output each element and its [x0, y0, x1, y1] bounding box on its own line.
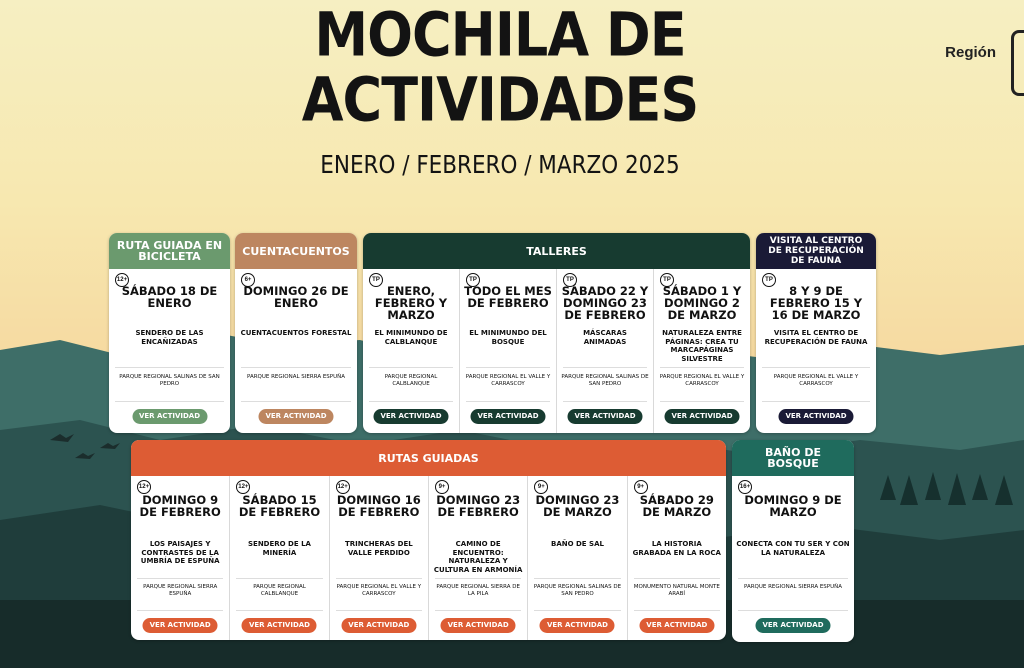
ver-actividad-button[interactable]: VER ACTIVIDAD: [242, 618, 317, 633]
activity-item: [363, 269, 459, 433]
activity-item: [653, 269, 750, 433]
activity-date: ENERO, FEBRERO Y MARZO: [374, 284, 448, 322]
divider: [738, 610, 848, 611]
activity-title: EL MINIMUNDO DEL BOSQUE: [469, 329, 547, 346]
title-line-2: ACTIVIDADES: [301, 64, 699, 136]
activity-title: CONECTA CON TU SER Y CON LA NATURALEZA: [736, 540, 850, 557]
divider: [236, 610, 322, 611]
activity-title: TRINCHERAS DEL VALLE PERDIDO: [344, 540, 413, 557]
activity-place: PARQUE REGIONAL EL VALLE Y CARRASCOY: [465, 374, 551, 387]
activity-date: DOMINGO 26 DE ENERO: [243, 284, 349, 310]
divider: [563, 367, 647, 368]
divider: [115, 367, 224, 368]
activity-date: DOMINGO 23 DE MARZO: [535, 493, 620, 519]
activity-date: DOMINGO 23 DE FEBRERO: [436, 493, 521, 519]
region-logo-icon: [1011, 30, 1024, 96]
age-badge-icon: 16+: [738, 480, 752, 494]
divider: [435, 610, 521, 611]
activity-item: [235, 269, 357, 433]
activity-place: PARQUE REGIONAL EL VALLE Y CARRASCOY: [773, 374, 859, 387]
divider: [137, 610, 223, 611]
age-badge-icon: 6+: [241, 273, 255, 287]
divider: [762, 401, 870, 402]
page-title: [0, 0, 1000, 136]
activity-date: DOMINGO 9 DE FEBRERO: [139, 493, 221, 519]
activity-date: SÁBADO 18 DE ENERO: [121, 284, 218, 310]
ver-actividad-button[interactable]: VER ACTIVIDAD: [374, 409, 449, 424]
ver-actividad-button[interactable]: VER ACTIVIDAD: [568, 409, 643, 424]
activity-place: PARQUE REGIONAL CALBLANQUE: [253, 584, 306, 597]
ver-actividad-button[interactable]: VER ACTIVIDAD: [132, 409, 207, 424]
age-badge-icon: 12+: [236, 480, 250, 494]
activity-title: CUENTACUENTOS FORESTAL: [240, 329, 352, 337]
ver-actividad-button[interactable]: VER ACTIVIDAD: [639, 618, 714, 633]
age-badge-icon: TP: [466, 273, 480, 287]
activity-title: NATURALEZA ENTRE PÁGINAS: CREA TU MARCAPÁGINAS SILVESTRE: [662, 329, 742, 363]
divider: [336, 610, 422, 611]
activity-item: [459, 269, 556, 433]
age-badge-icon: 9+: [534, 480, 548, 494]
divider: [236, 578, 322, 579]
divider: [241, 401, 351, 402]
ver-actividad-button[interactable]: VER ACTIVIDAD: [259, 409, 334, 424]
age-badge-icon: TP: [762, 273, 776, 287]
activity-place: PARQUE REGIONAL EL VALLE Y CARRASCOY: [659, 374, 745, 387]
ver-actividad-button[interactable]: VER ACTIVIDAD: [471, 409, 546, 424]
card-cuentacuentos: [235, 233, 357, 433]
divider: [369, 401, 453, 402]
activity-place: PARQUE REGIONAL SIERRA ESPUÑA: [246, 374, 346, 380]
divider: [762, 367, 870, 368]
age-badge-icon: 9+: [435, 480, 449, 494]
activity-title: VISITA EL CENTRO DE RECUPERACIÓN DE FAUNA: [764, 329, 868, 346]
activity-title: EL MINIMUNDO DE CALBLANQUE: [374, 329, 448, 346]
divider: [336, 578, 422, 579]
activity-date: DOMINGO 9 DE MARZO: [744, 493, 842, 519]
age-badge-icon: TP: [369, 273, 383, 287]
activity-title: SENDERO DE LA MINERÍA: [248, 540, 311, 557]
region-logo-text: Región: [945, 44, 996, 61]
ver-actividad-button[interactable]: VER ACTIVIDAD: [441, 618, 516, 633]
card-bici: [109, 233, 230, 433]
divider: [369, 367, 453, 368]
activity-title: SENDERO DE LAS ENCAÑIZADAS: [135, 329, 204, 346]
card-header: RUTAS GUIADAS: [131, 440, 726, 476]
activity-place: PARQUE REGIONAL SIERRA ESPUÑA: [743, 584, 843, 590]
age-badge-icon: 12+: [115, 273, 129, 287]
activity-item: [329, 476, 428, 640]
activity-place: PARQUE REGIONAL EL VALLE Y CARRASCOY: [336, 584, 422, 597]
activity-date: SÁBADO 29 DE MARZO: [639, 493, 714, 519]
activity-date: SÁBADO 15 DE FEBRERO: [238, 493, 321, 519]
card-fauna: [756, 233, 876, 433]
page-subtitle: ENERO / FEBRERO / MARZO 2025: [320, 150, 680, 179]
age-badge-icon: 9+: [634, 480, 648, 494]
card-bano-de-bosque: [732, 440, 854, 642]
ver-actividad-button[interactable]: VER ACTIVIDAD: [540, 618, 615, 633]
age-badge-icon: TP: [660, 273, 674, 287]
divider: [738, 578, 848, 579]
divider: [534, 578, 620, 579]
divider: [435, 578, 521, 579]
activity-item: [627, 476, 726, 640]
activity-place: PARQUE REGIONAL SALINAS DE SAN PEDRO: [561, 374, 649, 387]
activity-item: [527, 476, 626, 640]
activity-item: [756, 269, 876, 433]
ver-actividad-button[interactable]: VER ACTIVIDAD: [779, 409, 854, 424]
divider: [660, 367, 744, 368]
divider: [466, 367, 550, 368]
divider: [115, 401, 224, 402]
activity-title: LOS PAISAJES Y CONTRASTES DE LA UMBRÍA DE ESPUÑA: [140, 540, 220, 565]
activity-place: PARQUE REGIONAL CALBLANQUE: [384, 374, 438, 387]
age-badge-icon: 12+: [336, 480, 350, 494]
divider: [634, 610, 720, 611]
activity-title: BAÑO DE SAL: [551, 540, 604, 548]
age-badge-icon: 12+: [137, 480, 151, 494]
divider: [534, 610, 620, 611]
card-header: RUTA GUIADA EN BICICLETA: [109, 233, 230, 269]
activity-place: PARQUE REGIONAL SALINAS DE SAN PEDRO: [119, 374, 220, 387]
activity-title: CAMINO DE ENCUENTRO: NATURALEZA Y CULTURA EN ARMONÍA: [433, 540, 523, 574]
card-header: BAÑO DE BOSQUE: [732, 440, 854, 476]
activity-title: MÁSCARAS ANIMADAS: [583, 329, 627, 346]
activity-item: [109, 269, 230, 433]
activity-item: [131, 476, 229, 640]
activity-date: 8 Y 9 DE FEBRERO 15 Y 16 DE MARZO: [769, 284, 863, 322]
divider: [137, 578, 223, 579]
card-rutas-guiadas: [131, 440, 726, 640]
divider: [466, 401, 550, 402]
card-talleres: [363, 233, 750, 433]
activity-date: TODO EL MES DE FEBRERO: [464, 284, 552, 310]
card-header: CUENTACUENTOS: [235, 233, 357, 269]
activity-item: [229, 476, 328, 640]
card-header: TALLERES: [363, 233, 750, 269]
ver-actividad-button[interactable]: VER ACTIVIDAD: [665, 409, 740, 424]
divider: [634, 578, 720, 579]
divider: [241, 367, 351, 368]
activity-place: PARQUE REGIONAL SIERRA ESPUÑA: [143, 584, 218, 597]
activity-place: PARQUE REGIONAL SIERRA DE LA PILA: [436, 584, 520, 597]
activity-date: SÁBADO 1 Y DOMINGO 2 DE MARZO: [662, 284, 742, 322]
ver-actividad-button[interactable]: VER ACTIVIDAD: [143, 618, 218, 633]
activity-date: SÁBADO 22 Y DOMINGO 23 DE FEBRERO: [561, 284, 649, 322]
ver-actividad-button[interactable]: VER ACTIVIDAD: [756, 618, 831, 633]
title-line-1: MOCHILA DE: [314, 0, 686, 71]
divider: [660, 401, 744, 402]
card-header: VISITA AL CENTRO DE RECUPERACIÓN DE FAUNA: [756, 233, 876, 269]
activity-item: [428, 476, 527, 640]
activity-item: [556, 269, 653, 433]
divider: [563, 401, 647, 402]
activity-place: MONUMENTO NATURAL MONTE ARABÍ: [633, 584, 720, 597]
age-badge-icon: TP: [563, 273, 577, 287]
activity-place: PARQUE REGIONAL SALINAS DE SAN PEDRO: [533, 584, 622, 597]
activity-date: DOMINGO 16 DE FEBRERO: [336, 493, 421, 519]
ver-actividad-button[interactable]: VER ACTIVIDAD: [341, 618, 416, 633]
activity-title: LA HISTORIA GRABADA EN LA ROCA: [632, 540, 721, 557]
activity-item: [732, 476, 854, 642]
